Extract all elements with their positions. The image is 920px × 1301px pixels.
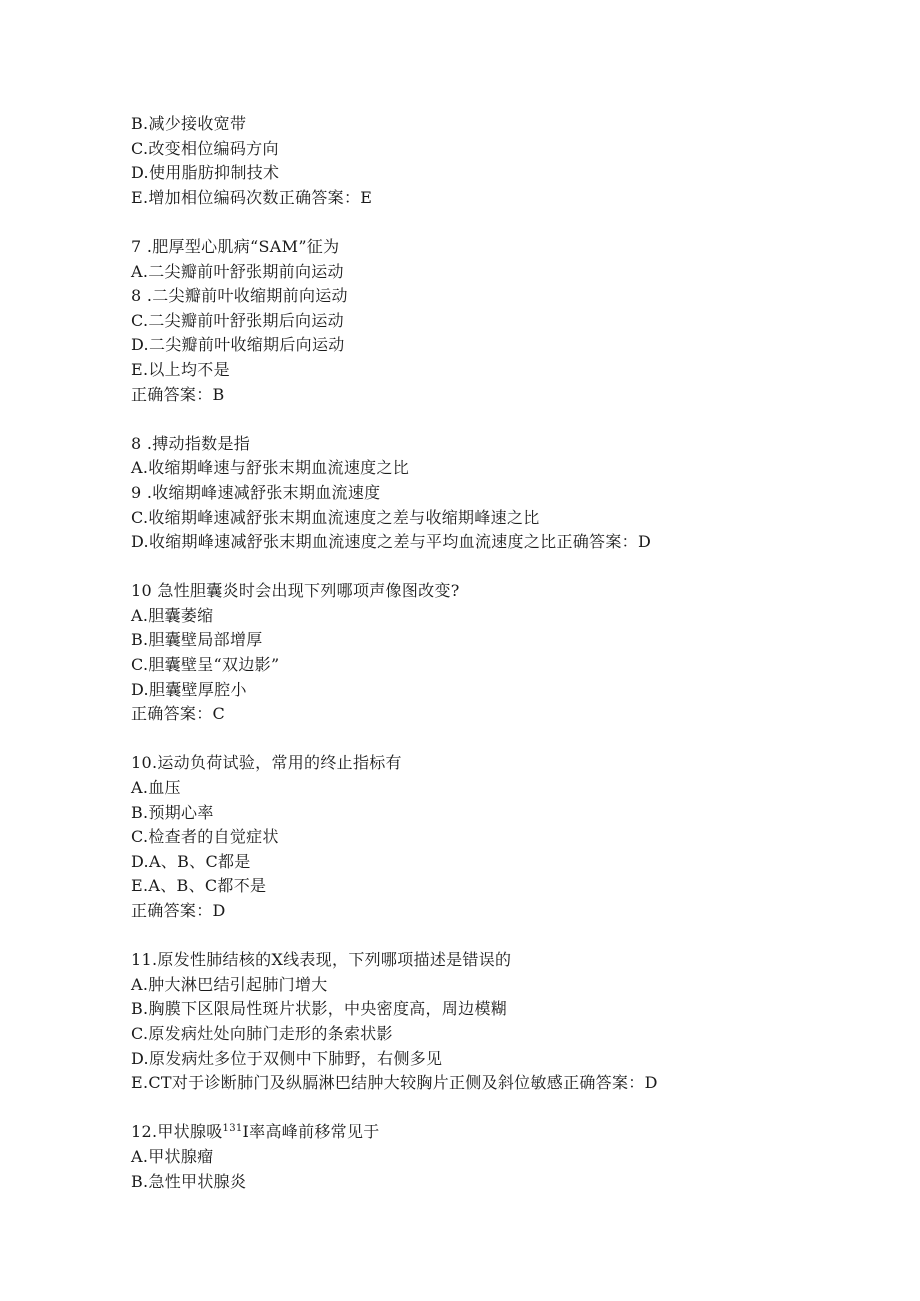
question-stem: 10.运动负荷试验，常用的终止指标有 <box>131 753 402 773</box>
option-b: B.胸膜下区限局性斑片状影，中央密度高，周边模糊 <box>131 999 508 1019</box>
option-b: 8 .二尖瓣前叶收缩期前向运动 <box>131 286 348 306</box>
option-b: B.减少接收宽带 <box>131 114 247 133</box>
option-a: A.胆囊萎缩 <box>131 605 214 625</box>
option-a: A.二尖瓣前叶舒张期前向运动 <box>131 261 344 281</box>
option-c: C.检查者的自觉症状 <box>131 827 279 847</box>
question-stem-prefix: 12.甲状腺吸 <box>131 1122 223 1142</box>
option-b: 9 .收缩期峰速减舒张末期血流速度 <box>131 482 381 502</box>
option-c: C.原发病灶处向肺门走形的条索状影 <box>131 1023 393 1043</box>
option-c: C.收缩期峰速减舒张末期血流速度之差与收缩期峰速之比 <box>131 507 540 527</box>
option-b: B.胆囊壁局部增厚 <box>131 630 263 650</box>
question-block-6 <box>131 112 891 210</box>
question-block-12 <box>131 1120 891 1194</box>
option-d: D.A、B、C都是 <box>131 851 251 871</box>
option-c: C.胆囊壁呈“双边影” <box>131 655 280 675</box>
question-stem: 10 急性胆囊炎时会出现下列哪项声像图改变? <box>131 581 460 601</box>
correct-answer: 正确答案：C <box>131 704 226 724</box>
option-e: E.A、B、C都不是 <box>131 876 267 896</box>
option-b: B.预期心率 <box>131 802 214 822</box>
option-c: C.二尖瓣前叶舒张期后向运动 <box>131 310 344 330</box>
question-block-11 <box>131 948 891 1096</box>
option-a: A.血压 <box>131 778 181 798</box>
correct-answer: 正确答案：B <box>131 384 225 404</box>
isotope-superscript: 131 <box>222 1123 243 1135</box>
option-a: A.收缩期峰速与舒张末期血流速度之比 <box>131 458 410 478</box>
option-b: B.急性甲状腺炎 <box>131 1171 247 1191</box>
correct-answer: 正确答案：D <box>131 901 226 920</box>
option-c: C.改变相位编码方向 <box>131 138 279 158</box>
option-e: E.以上均不是 <box>131 359 230 379</box>
option-e-with-answer: E.CT对于诊断肺门及纵膈淋巴结肿大较胸片正侧及斜位敏感正确答案：D <box>131 1073 658 1093</box>
option-e-with-answer: E.增加相位编码次数正确答案：E <box>131 187 373 207</box>
question-block-10b <box>131 751 891 923</box>
question-stem: 7 .肥厚型心肌病“SAM”征为 <box>131 236 340 256</box>
question-block-7 <box>131 235 891 407</box>
option-d: D.二尖瓣前叶收缩期后向运动 <box>131 335 345 355</box>
question-stem-suffix: I率高峰前移常见于 <box>242 1122 380 1142</box>
option-a: A.肿大淋巴结引起肺门增大 <box>131 974 328 994</box>
document-page <box>131 112 891 1194</box>
option-d-with-answer: D.收缩期峰速减舒张末期血流速度之差与平均血流速度之比正确答案：D <box>131 532 652 552</box>
question-stem: 11.原发性肺结核的X线表现，下列哪项描述是错误的 <box>131 950 512 970</box>
option-d: D.胆囊壁厚腔小 <box>131 679 247 699</box>
option-d: D.原发病灶多位于双侧中下肺野，右侧多见 <box>131 1048 443 1068</box>
option-a: A.甲状腺瘤 <box>131 1146 214 1166</box>
option-d: D.使用脂肪抑制技术 <box>131 163 280 183</box>
question-block-10a <box>131 579 891 727</box>
question-stem: 8 .搏动指数是指 <box>131 433 251 453</box>
question-stem <box>131 1120 891 1145</box>
question-block-8 <box>131 432 891 555</box>
